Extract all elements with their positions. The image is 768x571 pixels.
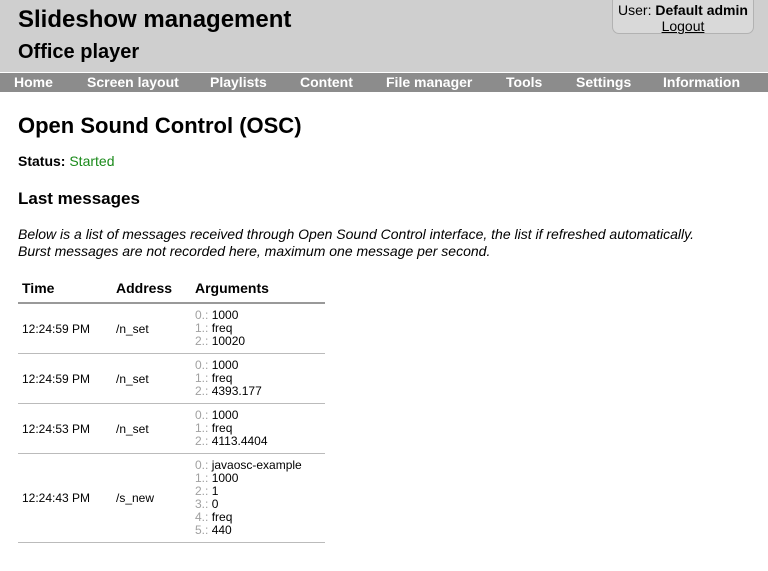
row-address: /n_set <box>116 371 149 386</box>
messages-table <box>18 278 325 543</box>
user-line <box>613 2 753 18</box>
header-address: Address <box>116 280 173 296</box>
row-arguments <box>195 304 325 353</box>
user-label: User: <box>618 2 652 18</box>
player-name: Office player <box>18 41 140 63</box>
section-title: Last messages <box>18 189 140 208</box>
description-line-2: Burst messages are not recorded here, maximum one message per second. <box>18 243 491 259</box>
nav-screen-layout[interactable]: Screen layout <box>87 74 179 90</box>
row-time: 12:24:43 PM <box>22 491 91 505</box>
row-time: 12:24:59 PM <box>22 321 91 336</box>
nav-settings[interactable]: Settings <box>576 74 632 90</box>
header-time: Time <box>22 280 55 296</box>
nav-content[interactable]: Content <box>300 74 353 90</box>
argument: 5.: 440 <box>195 523 232 537</box>
argument: 0.: 1000 <box>195 358 239 372</box>
table-row <box>18 404 325 454</box>
table-header <box>18 278 325 304</box>
nav-home[interactable]: Home <box>14 74 53 90</box>
argument: 1.: 1000 <box>195 471 239 485</box>
user-box <box>612 0 754 34</box>
nav-information[interactable]: Information <box>663 74 740 90</box>
status-line <box>18 153 114 169</box>
nav-playlists[interactable]: Playlists <box>210 74 267 90</box>
row-arguments <box>195 354 325 403</box>
header-arguments: Arguments <box>195 280 269 296</box>
argument: 2.: 10020 <box>195 334 246 348</box>
row-arguments <box>195 404 325 453</box>
app-title: Slideshow management <box>18 6 292 33</box>
argument: 2.: 1 <box>195 484 219 498</box>
nav-tools[interactable]: Tools <box>506 74 543 90</box>
logout-link[interactable]: Logout <box>661 18 705 34</box>
status-value: Started <box>69 153 115 169</box>
argument: 4.: freq <box>195 510 233 524</box>
table-row <box>18 354 325 404</box>
nav-file-manager[interactable]: File manager <box>386 74 473 90</box>
row-time: 12:24:59 PM <box>22 371 91 386</box>
argument: 0.: javaosc-example <box>195 458 302 472</box>
argument: 1.: freq <box>195 421 233 435</box>
page-title: Open Sound Control (OSC) <box>18 113 302 138</box>
row-address: /n_set <box>116 421 149 436</box>
argument: 3.: 0 <box>195 497 219 511</box>
row-arguments <box>195 454 325 542</box>
status-label: Status: <box>18 153 66 169</box>
table-row <box>18 454 325 543</box>
argument: 2.: 4113.4404 <box>195 434 268 448</box>
table-row <box>18 304 325 354</box>
row-address: /s_new <box>116 491 155 505</box>
description <box>18 226 758 260</box>
argument: 1.: freq <box>195 371 233 385</box>
argument: 0.: 1000 <box>195 408 239 422</box>
main-nav <box>0 73 768 92</box>
row-time: 12:24:53 PM <box>22 421 91 436</box>
argument: 2.: 4393.177 <box>195 384 262 398</box>
user-name: Default admin <box>655 2 748 18</box>
argument: 0.: 1000 <box>195 308 239 322</box>
argument: 1.: freq <box>195 321 233 335</box>
header-bar <box>0 0 768 72</box>
description-line-1: Below is a list of messages received through Open Sound Control interface, the list if refreshed automatically. <box>18 226 694 242</box>
row-address: /n_set <box>116 321 149 336</box>
